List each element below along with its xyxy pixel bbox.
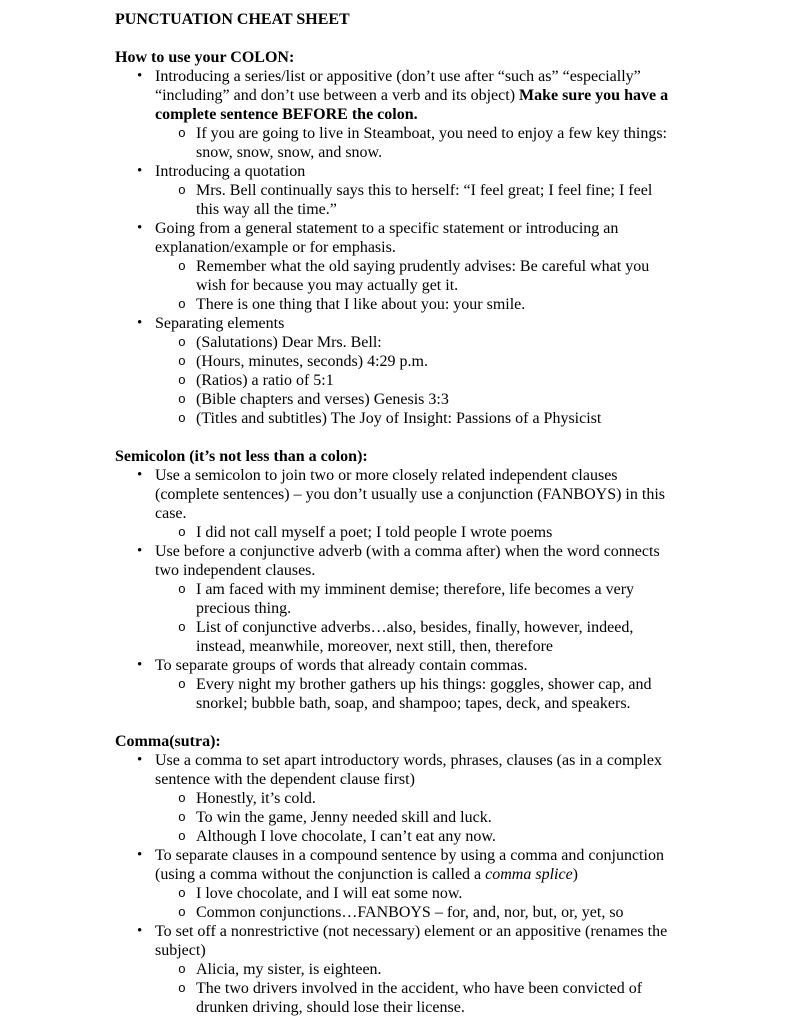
text-run: (Bible chapters and verses) Genesis 3:3	[196, 391, 449, 408]
bullet-marker-icon: •	[137, 315, 143, 331]
sub-bullet-item	[115, 580, 672, 618]
text-run: (Titles and subtitles) The Joy of Insight: Passions of a Physicist	[196, 410, 602, 427]
item-text	[196, 885, 462, 902]
bullet-marker-icon: •	[137, 752, 143, 768]
circle-marker-icon: o	[178, 525, 186, 540]
bullet-marker-icon: •	[137, 923, 143, 939]
item-text	[196, 258, 649, 294]
text-run: comma splice	[485, 866, 573, 883]
circle-marker-icon: o	[178, 335, 186, 350]
text-run: Make sure you have a complete sentence BEFORE the colon.	[155, 87, 669, 123]
sub-bullet-item	[115, 371, 672, 390]
sub-bullet-item	[115, 181, 672, 219]
sub-bullet-item	[115, 827, 672, 846]
section-heading: How to use your COLON:	[115, 49, 295, 66]
circle-marker-icon: o	[178, 886, 186, 901]
sub-bullet-item	[115, 352, 672, 371]
text-run: I did not call myself a poet; I told people I wrote poems	[196, 524, 553, 541]
text-run: To separate groups of words that already contain commas.	[155, 657, 528, 674]
circle-marker-icon: o	[178, 962, 186, 977]
item-text	[196, 334, 382, 351]
circle-marker-icon: o	[178, 905, 186, 920]
item-text	[155, 847, 664, 883]
text-run: Although I love chocolate, I can’t eat any now.	[196, 828, 496, 845]
bullet-marker-icon: •	[137, 467, 143, 483]
text-run: Going from a general statement to a specific statement or introducing an explanation/example or for emphasis.	[155, 220, 619, 256]
bullet-item	[115, 314, 672, 333]
item-text	[155, 315, 284, 332]
sub-bullet-item	[115, 618, 672, 656]
item-text	[196, 524, 552, 541]
item-text	[155, 163, 305, 180]
item-text	[155, 752, 662, 788]
item-text	[196, 182, 652, 218]
sub-bullet-item	[115, 884, 672, 903]
text-run: List of conjunctive adverbs…also, besides, finally, however, indeed, instead, meanwhile, moreover, next still, then, therefore	[196, 619, 634, 655]
text-run: Mrs. Bell continually says this to herself: “I feel great; I feel fine; I feel this way all the time.”	[196, 182, 653, 218]
bullet-marker-icon: •	[137, 163, 143, 179]
text-run: I am faced with my imminent demise; therefore, life becomes a very precious thing.	[196, 581, 635, 617]
bullet-marker-icon: •	[137, 68, 143, 84]
sub-bullet-item	[115, 295, 672, 314]
section-heading: Semicolon (it’s not less than a colon):	[115, 448, 368, 465]
text-run: To set off a nonrestrictive (not necessary) element or an appositive (renames the subject)	[155, 923, 668, 959]
text-run: )	[572, 866, 578, 883]
circle-marker-icon: o	[178, 354, 186, 369]
item-text	[196, 353, 428, 370]
text-run: Use a semicolon to join two or more closely related independent clauses (complete sentences) – you don’t usually use a conjunction (FANBOYS) in this case.	[155, 467, 665, 522]
circle-marker-icon: o	[178, 981, 186, 996]
item-text	[196, 809, 492, 826]
sub-bullet-item	[115, 257, 672, 295]
text-run: To separate clauses in a compound sentence by using a comma and conjunction (using a comma without the conjunction is called a	[155, 847, 664, 883]
bullet-item	[115, 922, 672, 960]
circle-marker-icon: o	[178, 126, 186, 141]
bullet-item	[115, 466, 672, 523]
item-text	[196, 410, 601, 427]
text-run: Every night my brother gathers up his things: goggles, shower cap, and snorkel; bubble bath, soap, and shampoo; tapes, deck, and speakers.	[196, 676, 652, 712]
sub-bullet-item	[115, 390, 672, 409]
bullet-item	[115, 751, 672, 789]
circle-marker-icon: o	[178, 810, 186, 825]
text-run: (Ratios) a ratio of 5:1	[196, 372, 334, 389]
item-text	[196, 980, 642, 1016]
text-run: (Salutations) Dear Mrs. Bell:	[196, 334, 382, 351]
document-body	[115, 48, 672, 1017]
item-text	[196, 828, 496, 845]
document-title: PUNCTUATION CHEAT SHEET	[115, 11, 350, 28]
section-3	[115, 732, 672, 1017]
circle-marker-icon: o	[178, 183, 186, 198]
text-run: Separating elements	[155, 315, 285, 332]
text-run: Introducing a quotation	[155, 163, 306, 180]
text-run: I love chocolate, and I will eat some now.	[196, 885, 463, 902]
text-run: Common conjunctions…FANBOYS – for, and, nor, but, or, yet, so	[196, 904, 624, 921]
item-text	[196, 296, 525, 313]
sub-bullet-item	[115, 124, 672, 162]
bullet-item	[115, 67, 672, 124]
text-run: (Hours, minutes, seconds) 4:29 p.m.	[196, 353, 428, 370]
text-run: To win the game, Jenny needed skill and luck.	[196, 809, 492, 826]
bullet-marker-icon: •	[137, 543, 143, 559]
bullet-item	[115, 162, 672, 181]
bullet-item	[115, 656, 672, 675]
sub-bullet-item	[115, 675, 672, 713]
item-text	[196, 125, 667, 161]
item-text	[196, 619, 633, 655]
item-text	[155, 543, 660, 579]
text-run: Introducing a series/list or appositive (don’t use after “such as” “especially” “including” and don’t use between a verb and its object)	[155, 68, 641, 104]
text-run: The two drivers involved in the accident, who have been convicted of drunken driving, should lose their license.	[196, 980, 643, 1016]
text-run: Remember what the old saying prudently advises: Be careful what you wish for because you may actually get it.	[196, 258, 650, 294]
bullet-item	[115, 846, 672, 884]
circle-marker-icon: o	[178, 392, 186, 407]
bullet-marker-icon: •	[137, 847, 143, 863]
item-text	[155, 923, 667, 959]
text-run: Honestly, it’s cold.	[196, 790, 316, 807]
sub-bullet-item	[115, 333, 672, 352]
sub-bullet-item	[115, 789, 672, 808]
item-text	[196, 372, 334, 389]
section-heading: Comma(sutra):	[115, 733, 221, 750]
section-2	[115, 447, 672, 713]
bullet-marker-icon: •	[137, 657, 143, 673]
circle-marker-icon: o	[178, 582, 186, 597]
text-run: Use a comma to set apart introductory words, phrases, clauses (as in a complex sentence with the dependent clause first)	[155, 752, 662, 788]
sub-bullet-item	[115, 409, 672, 428]
item-text	[196, 790, 316, 807]
circle-marker-icon: o	[178, 297, 186, 312]
circle-marker-icon: o	[178, 411, 186, 426]
sub-bullet-item	[115, 960, 672, 979]
item-text	[196, 391, 449, 408]
sub-bullet-item	[115, 979, 672, 1017]
item-text	[155, 657, 528, 674]
circle-marker-icon: o	[178, 677, 186, 692]
item-text	[155, 467, 665, 522]
circle-marker-icon: o	[178, 373, 186, 388]
section-1	[115, 48, 672, 428]
item-text	[155, 220, 618, 256]
bullet-marker-icon: •	[137, 220, 143, 236]
item-text	[196, 581, 634, 617]
bullet-item	[115, 219, 672, 257]
item-text	[196, 961, 382, 978]
text-run: There is one thing that I like about you: your smile.	[196, 296, 526, 313]
circle-marker-icon: o	[178, 791, 186, 806]
item-text	[196, 676, 651, 712]
sub-bullet-item	[115, 903, 672, 922]
bullet-item	[115, 542, 672, 580]
item-text	[155, 68, 668, 123]
text-run: Use before a conjunctive adverb (with a comma after) when the word connects two independent clauses.	[155, 543, 660, 579]
item-text	[196, 904, 624, 921]
sub-bullet-item	[115, 808, 672, 827]
text-run: If you are going to live in Steamboat, you need to enjoy a few key things: snow, snow, snow, and snow.	[196, 125, 667, 161]
circle-marker-icon: o	[178, 259, 186, 274]
circle-marker-icon: o	[178, 829, 186, 844]
sub-bullet-item	[115, 523, 672, 542]
circle-marker-icon: o	[178, 620, 186, 635]
text-run: Alicia, my sister, is eighteen.	[196, 961, 382, 978]
